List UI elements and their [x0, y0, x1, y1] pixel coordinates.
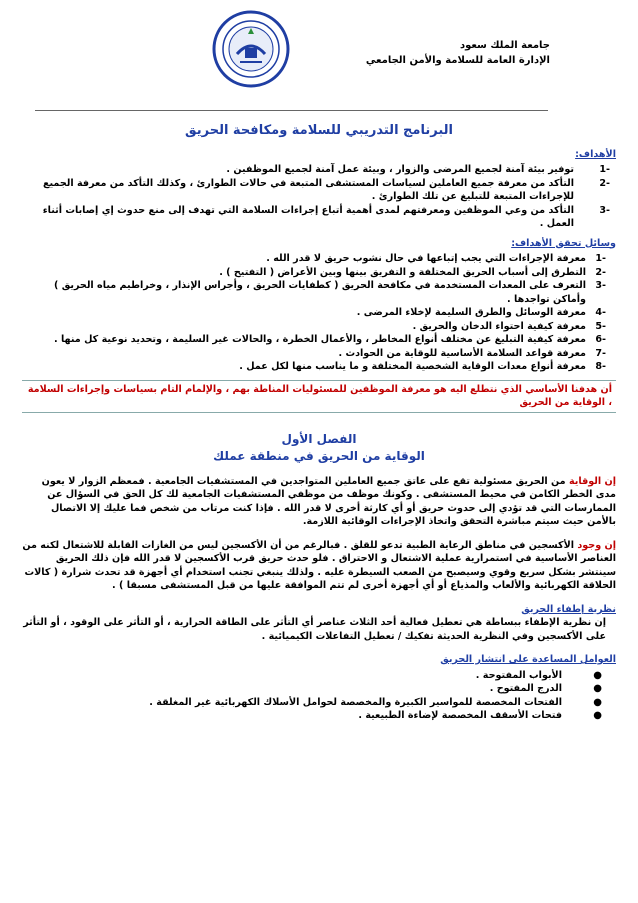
list-item: -4 معرفة الوسائل والطرق السليمة لإخلاء المرضى . [356, 307, 606, 318]
means-heading: وسائل تحقق الأهداف: [511, 237, 616, 249]
oxygen-paragraph [22, 539, 616, 593]
paragraph-text: الأكسجين في مناطق الرعاية الطبية تدعو للقلق . فبالرغم من أن الأكسجين ليس من الغازات القابلة للاشتعال لكنه من العناصر الأساسية في استمرارية عملية الاشتعال و الاحتراق . فلو حدث حريق قرب الأكسجين لا قدر الله فإن ذلك الحريق سينتشر بشكل سريع وقوي وسيصبح من الصعب السيطرة عليه . ولذلك ينبغي تجنب استخدام أي أجهزة قد تحدث شرارة ( كالات الحلاقة الكهربائية والألعاب والمذياع أو أي أجهزة أخرى لم تتم الموافقة عليها من قبل المستشفى مسبقا ) . [22, 539, 616, 591]
factors-heading: العوامل المساعدة على انتشار الحريق [440, 654, 616, 665]
document-body [22, 124, 616, 723]
list-item: -2 التأكد من معرفة جميع العاملين لسياسات المستشفى المتبعة في حالات الطوارئ ، وكذلك التأكد من معرفة الجميع للإجراءات المتبعة للتبليغ عن تلك الطوارئ . [42, 177, 610, 202]
theory-text: إن نظرية الإطفاء ببساطة هي تعطيل فعالية أحد الثلاث عناصر أي التأثر على الطاقة الحرارية ، أو التأثر على الوقود ، أو التأثر على الأكسجين وفي النظرية الحديثة تفكيك / تعطيل التفاعلات الكيميائية . [23, 617, 606, 642]
paragraph-lead: إن الوقاية [568, 475, 616, 487]
list-item: -3 التأكد من وعي الموظفين ومعرفتهم لمدى أهمية أتباع إجراءات السلامة التي تهدف إلى منع حدوث إي إصابات أثناء العمل . [42, 204, 610, 229]
list-item: -5 معرفة كيفية احتواء الدخان والحريق . [412, 320, 606, 332]
list-item: -2 التطرق إلى أسباب الحريق المختلفة و التفريق بينها وبين الأعراض ( التفتيح ) . [219, 266, 606, 278]
university-seal-icon [212, 10, 290, 88]
list-item: -8 معرفة أنواع معدات الوقاية الشخصية المختلفة و ما يناسب منها لكل عمل . [239, 361, 606, 372]
list-item: -7 معرفة قواعد السلامة الأساسية للوقاية من الحوادث . [338, 347, 606, 359]
prevention-paragraph [22, 475, 616, 529]
department-name: الإدارة العامة للسلامة والأمن الجامعي [365, 55, 550, 66]
list-item: -1 توفير بيئة آمنة لجميع المرضى والزوار ، وبيئة عمل آمنة لجميع الموظفين . [226, 164, 610, 175]
page-title: البرنامج التدريبي للسلامة ومكافحة الحريق [185, 123, 453, 138]
list-item: -1 معرفة الإجراءات التي يجب إتباعها في حال نشوب حريق لا قدر الله . [266, 253, 606, 264]
list-item: -3 التعرف على المعدات المستخدمة في مكافحة الحريق ( كطفايات الحريق ، وأجراس الإنذار ، وخراطيم مياه الحريق ) وأماكن تواجدها . [53, 280, 606, 305]
header-divider [35, 110, 548, 111]
list-item: -6 معرفة كيفية التبليغ عن مختلف أنواع المخاطر ، والأعمال الخطرة ، والحالات غير السليمة ، وتحديد نوعية كل منها . [53, 334, 606, 345]
university-name: جامعة الملك سعود [460, 40, 550, 51]
list-item: ● فتحات الأسقف المخصصة لإضاءة الطبيعية . [358, 710, 602, 721]
means-list [22, 252, 616, 374]
factors-list [22, 669, 616, 723]
chapter-heading [22, 431, 616, 465]
objectives-heading: الأهداف: [575, 148, 616, 160]
header [366, 38, 550, 68]
list-item: ● الأبواب المفتوحة . [475, 669, 602, 681]
paragraph-lead: إن وجود [577, 539, 616, 551]
list-item: ● الفتحات المخصصة للمواسير الكبيرة والمخصصة لحوامل الأسلاك الكهربائية غير المغلقة . [149, 696, 602, 708]
goal-statement: أن هدفنا الأساسي الذي نتطلع اليه هو معرفة الموظفين للمسئوليات المناطة بهم ، والإلمام التام بسياسات وإجراءات السلامة ، الوقاية من الحريق [22, 380, 616, 413]
list-item: ● الدرج المفتوح . [489, 683, 602, 694]
objectives-list [22, 163, 616, 231]
chapter-label: الفصل الأول [281, 431, 357, 446]
chapter-title: الوقاية من الحريق في منطقة عملك [213, 448, 425, 463]
theory-heading: نظرية إطفاء الحريق [521, 603, 616, 615]
paragraph-text: من الحريق مسئولية تقع على عاتق جميع العاملين المتواجدين في المستشفيات الجامعية . فمعظم الزوار لا يعون مدى الخطر الكامن في محيط المستشفى . وكونك موظف من موظفي المستشفيات الجامعية لك كل الحق في السؤال عن الممارسات التي قد تؤدي إلى حدوث حريق أو أي كارثة أخرى لا قدر الله . فإذا كنت مرتاب من شخص فما عليك إلا الاتصال بالأمن حيث سيتم مباشرة التحقق واتخاذ الإجراءات الوقائية اللازمة. [41, 475, 616, 527]
